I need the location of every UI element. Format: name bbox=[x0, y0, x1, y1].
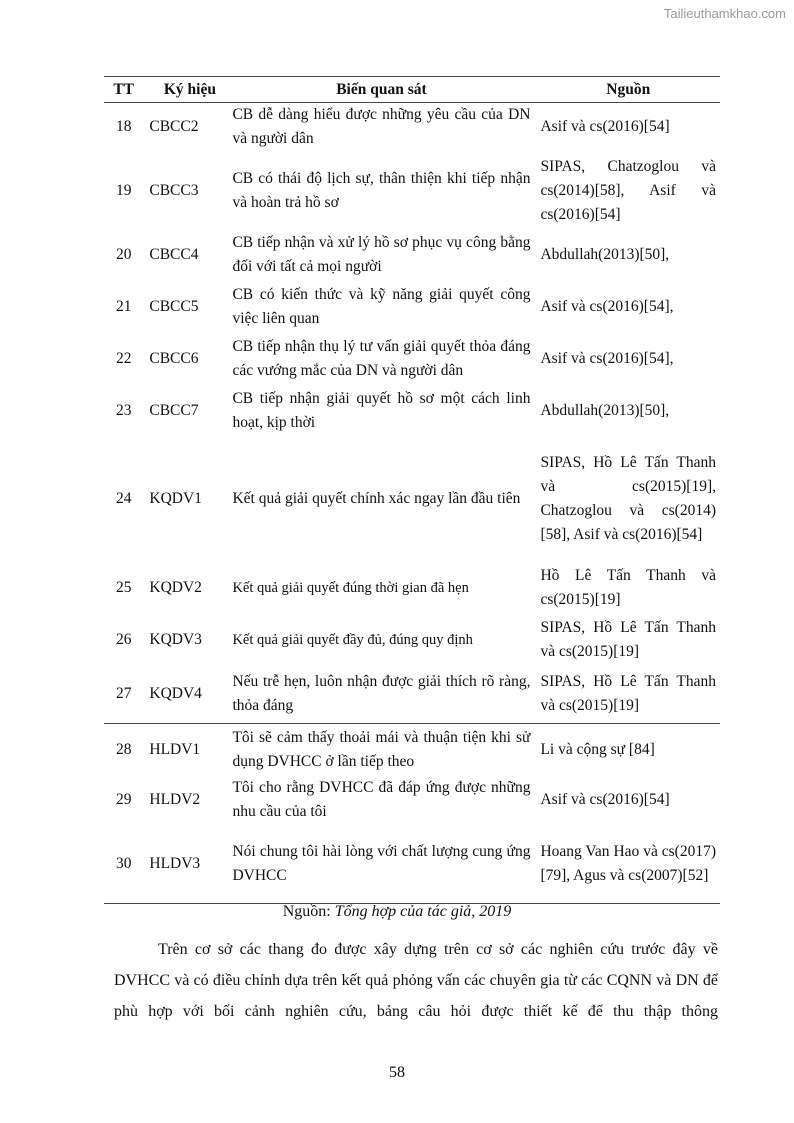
cell-tt: 20 bbox=[115, 246, 132, 263]
cell-tt: 22 bbox=[115, 349, 132, 367]
cell-symbol: HLDV1 bbox=[143, 724, 230, 776]
cell-symbol: HLDV3 bbox=[143, 825, 230, 904]
header-variable: Biến quan sát bbox=[230, 77, 540, 103]
cell-tt: 25 bbox=[115, 578, 132, 596]
table-row bbox=[104, 281, 720, 333]
header-symbol: Ký hiệu bbox=[143, 77, 230, 103]
cell-symbol: CBCC3 bbox=[149, 181, 199, 199]
cell-tt: 24 bbox=[115, 490, 132, 507]
table-row bbox=[104, 385, 720, 437]
cell-symbol: HLDV2 bbox=[149, 791, 201, 808]
cell-variable: Tôi cho rằng DVHCC đã đáp ứng được những nhu cầu của tôi bbox=[232, 779, 531, 820]
cell-symbol: KQDV2 bbox=[149, 578, 202, 596]
caption-prefix: Nguồn: bbox=[282, 903, 335, 920]
cell-source: SIPAS, Hồ Lê Tấn Thanh và cs(2015)[19], Chatzoglou và cs(2014)[58], Asif và cs(2016)[54] bbox=[540, 454, 716, 543]
table-row bbox=[104, 776, 720, 825]
cell-symbol: KQDV1 bbox=[149, 490, 202, 507]
table-row bbox=[104, 152, 720, 230]
cell-variable: Kết quả giải quyết đúng thời gian đã hẹn bbox=[232, 579, 469, 596]
cell-source: Abdullah(2013)[50], bbox=[540, 401, 670, 419]
cell-tt: 19 bbox=[115, 181, 132, 199]
cell-variable: Nếu trễ hẹn, luôn nhận được giải thích rõ ràng, thỏa đáng bbox=[232, 673, 531, 715]
cell-source: Asif và cs(2016)[54] bbox=[540, 791, 670, 808]
table-row bbox=[104, 103, 720, 152]
table-row bbox=[104, 614, 720, 666]
table-row bbox=[104, 825, 720, 904]
cell-source: Asif và cs(2016)[54], bbox=[540, 349, 674, 367]
cell-source: Li và cộng sự [84] bbox=[540, 724, 720, 776]
cell-variable: Tôi sẽ cảm thấy thoải mái và thuận tiện khi sử dụng DVHCC ở lần tiếp theo bbox=[230, 724, 540, 776]
cell-tt: 27 bbox=[115, 685, 132, 703]
cell-tt: 23 bbox=[115, 401, 132, 419]
cell-tt: 18 bbox=[115, 118, 132, 136]
cell-tt: 28 bbox=[104, 724, 143, 776]
cell-source: Abdullah(2013)[50], bbox=[540, 246, 670, 263]
table-row bbox=[104, 230, 720, 281]
cell-source: Hồ Lê Tấn Thanh và cs(2015)[19] bbox=[540, 566, 716, 608]
cell-symbol: CBCC2 bbox=[149, 118, 199, 136]
cell-symbol: KQDV4 bbox=[149, 685, 202, 703]
table-row bbox=[104, 724, 720, 776]
cell-tt: 26 bbox=[115, 630, 132, 648]
caption-text: Tổng hợp của tác giả, 2019 bbox=[334, 903, 512, 920]
cell-variable: CB có kiến thức và kỹ năng giải quyết công việc liên quan bbox=[232, 285, 531, 327]
cell-variable: CB tiếp nhận và xử lý hồ sơ phục vụ công bằng đối với tất cả mọi người bbox=[232, 234, 531, 275]
watermark: Tailieuthamkhao.com bbox=[663, 6, 786, 21]
paragraph-text: Trên cơ sở các thang đo được xây dựng trên cơ sở các nghiên cứu trước đây về DVHCC và có điều chỉnh dựa trên kết quả phỏng vấn các chuyên gia từ các CQNN và DN để phù hợp với bối cảnh nghiên cứu, bảng câu hỏi được thiết kế để thu thập thông bbox=[114, 941, 718, 1020]
cell-source: SIPAS, Chatzoglou và cs(2014)[58], Asif và cs(2016)[54] bbox=[540, 157, 716, 223]
table-row bbox=[104, 333, 720, 385]
header-source: Nguồn bbox=[540, 77, 720, 103]
variables-table bbox=[104, 76, 720, 904]
table-row bbox=[104, 666, 720, 724]
cell-symbol: CBCC6 bbox=[149, 349, 199, 367]
cell-variable: CB dễ dàng hiểu được những yêu cầu của DN và người dân bbox=[232, 106, 531, 148]
cell-source: Asif và cs(2016)[54], bbox=[540, 297, 674, 315]
cell-source: Asif và cs(2016)[54] bbox=[540, 118, 670, 136]
cell-variable: CB tiếp nhận giải quyết hồ sơ một cách linh hoạt, kịp thời bbox=[232, 389, 531, 431]
table-row bbox=[104, 437, 720, 562]
cell-source: SIPAS, Hồ Lê Tấn Thanh và cs(2015)[19] bbox=[540, 673, 716, 715]
cell-symbol: CBCC5 bbox=[149, 297, 199, 315]
header-tt: TT bbox=[104, 77, 143, 103]
cell-tt: 29 bbox=[115, 791, 132, 808]
body-paragraph bbox=[114, 934, 718, 1027]
table-caption bbox=[0, 903, 794, 921]
cell-tt: 21 bbox=[115, 297, 132, 315]
cell-variable: CB có thái độ lịch sự, thân thiện khi tiếp nhận và hoàn trả hồ sơ bbox=[232, 169, 531, 211]
page-number: 58 bbox=[389, 1064, 405, 1081]
cell-source: Hoang Van Hao và cs(2017)[79], Agus và cs(2007)[52] bbox=[540, 825, 720, 904]
cell-variable: Kết quả giải quyết chính xác ngay lần đầu tiên bbox=[232, 490, 521, 507]
cell-source: SIPAS, Hồ Lê Tấn Thanh và cs(2015)[19] bbox=[540, 618, 716, 660]
cell-symbol: KQDV3 bbox=[149, 630, 202, 648]
cell-symbol: CBCC7 bbox=[149, 401, 199, 419]
cell-variable: CB tiếp nhận thụ lý tư vấn giải quyết thỏa đáng các vướng mắc của DN và người dân bbox=[232, 337, 531, 379]
cell-variable: Kết quả giải quyết đầy đủ, đúng quy định bbox=[232, 631, 473, 648]
cell-tt: 30 bbox=[104, 825, 143, 904]
cell-symbol: CBCC4 bbox=[149, 246, 199, 263]
cell-variable: Nói chung tôi hài lòng với chất lượng cung ứng DVHCC bbox=[230, 825, 540, 904]
table-row bbox=[104, 562, 720, 614]
table-header-row bbox=[104, 77, 720, 103]
